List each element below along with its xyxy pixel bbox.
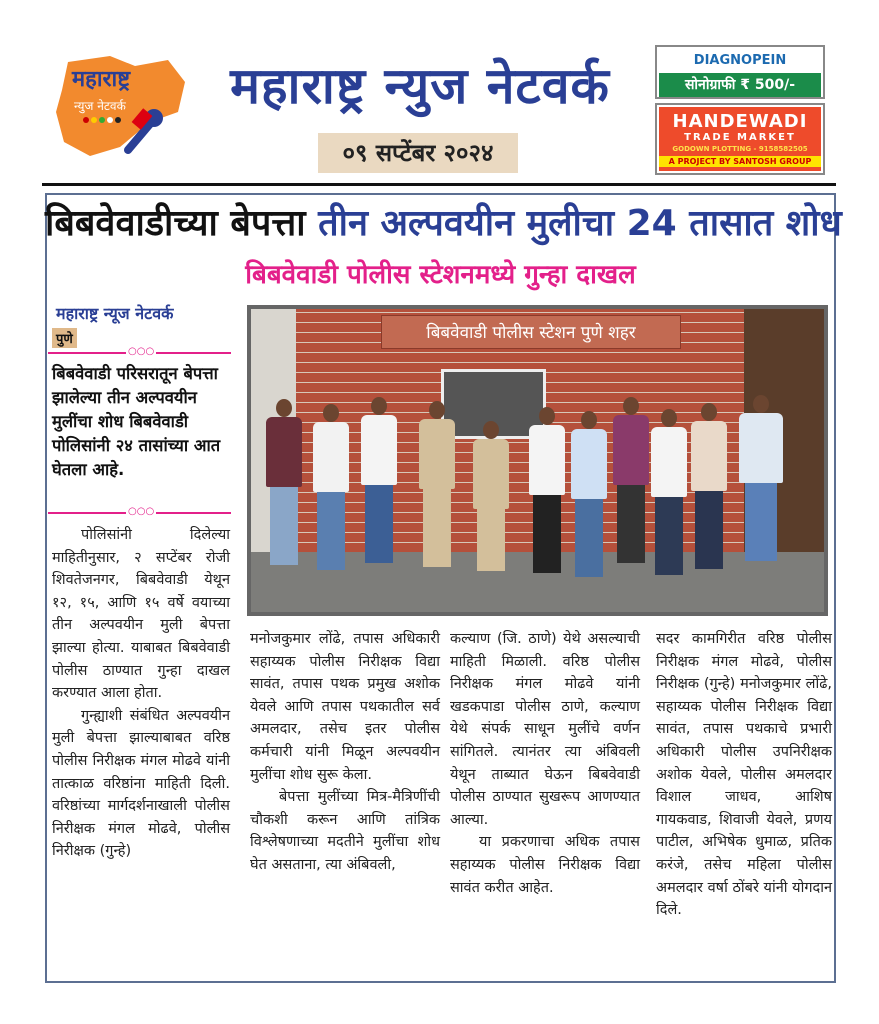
paragraph: बेपत्ता मुलींच्या मित्र-मैत्रिणींची चौकशी करून आणि तांत्रिक विश्लेषणाच्या मदतीने मुलींचा शोध घेत असताना, त्या अंबिवली, — [250, 789, 440, 873]
headline-part-blue: तीन अल्पवयीन मुलीचा 24 तासात शोध — [318, 203, 842, 244]
paragraph: मनोजकुमार लोंढे, तपास अधिकारी सहाय्यक पोलीस निरीक्षक विद्या सावंत, तपास पथक प्रमुख अशोक येवले आणि तपास पथकातील सर्व अमलदार, तसेच इतर पोलीस कर्मचारी यांनी मिळून अल्पवयीन मुलींचा शोध सुरू केला. — [250, 631, 440, 783]
paragraph: सदर कामगिरीत वरिष्ठ पोलीस निरीक्षक मंगल मोढवे, पोलीस निरीक्षक (गुन्हे) मनोजकुमार लोंढे, सहाय्यक पोलीस निरीक्षक विद्या सावंत, तपास पथकाचे प्रभारी अधिकारी पोलीस उपनिरीक्षक अशोक येवले, पोलीस अमलदार विशाल जाधव, आशिष गायकवाड, शिवाजी येवले, प्रणय पाटील, अभिषेक धुमाळ, प्रतिक करंजे, तसेच महिला पोलीस अमलदार वर्षा ठोंबरे यांनी योगदान दिले. — [656, 631, 832, 919]
ornament-divider: ○○○ — [48, 512, 231, 514]
ad-detail: GODOWN PLOTTING - 9158582505 — [672, 145, 808, 153]
svg-text:न्युज नेटवर्क: न्युज नेटवर्क — [74, 99, 126, 113]
byline: महाराष्ट्र न्यूज नेटवर्क — [56, 304, 174, 323]
ad-offer: सोनोग्राफी ₹ 500/- — [659, 73, 821, 97]
ad-handewadi[interactable] — [655, 103, 825, 175]
article-column-2 — [250, 628, 440, 877]
article-column-4 — [656, 628, 832, 922]
dateline-city: पुणे — [52, 328, 77, 348]
headline-part-black: बिबवेवाडीच्या बेपत्ता — [45, 203, 306, 244]
ad-diagnopein[interactable] — [655, 45, 825, 99]
article-intro: बिबवेवाडी परिसरातून बेपत्ता झालेल्या तीन अल्पवयीन मुलींचा शोध बिबवेवाडी पोलिसांनी २४ तासांच्या आत घेतला आहे. — [52, 364, 221, 479]
ad-footer: A PROJECT BY SANTOSH GROUP — [659, 156, 821, 167]
subheadline: बिबवेवाडी पोलीस स्टेशनमध्ये गुन्हा दाखल — [245, 260, 636, 290]
ad-title: HANDEWADI — [672, 111, 808, 132]
masthead-divider — [42, 183, 836, 186]
svg-text:महाराष्ट्र: महाराष्ट्र — [72, 67, 131, 92]
news-photo — [247, 305, 828, 616]
logo[interactable] — [50, 52, 190, 162]
ad-brand: DIAGNOPEIN — [693, 53, 787, 68]
paragraph: गुन्ह्याशी संबंधित अल्पवयीन मुली बेपत्ता झाल्याबाबत वरिष्ठ पोलीस निरीक्षक मंगल मोढवे यांनी तात्काळ वरिष्ठांना माहिती दिली. वरिष्ठांच्या मार्गदर्शनाखाली पोलीस निरीक्षक मंगल मोढवे, पोलीस निरीक्षक (गुन्हे) — [52, 707, 230, 860]
paragraph: या प्रकरणाचा अधिक तपास सहाय्यक पोलीस निरीक्षक विद्या सावंत करीत आहेत. — [450, 834, 640, 896]
article-column-3 — [450, 628, 640, 899]
ornament-divider: ○○○ — [48, 352, 231, 354]
paragraph: कल्याण (जि. ठाणे) येथे असल्याची माहिती मिळाली. वरिष्ठ पोलीस निरीक्षक मंगल मोढवे यांनी खडकपाडा पोलीस ठाणे, कल्याण येथे संपर्क साधून मुलींचे वर्णन सांगितले. त्यानंतर त्या अंबिवली येथून ताब्यात घेऊन बिबवेवाडी पोलीस ठाण्यात सुखरूप आणण्यात आल्या. — [450, 631, 640, 828]
ad-subtitle: TRADE MARKET — [684, 132, 796, 143]
police-station-sign: बिबवेवाडी पोलीस स्टेशन पुणे शहर — [381, 315, 681, 349]
maharashtra-map-logo — [50, 52, 190, 162]
masthead-title: महाराष्ट्र न्युज नेटवर्क — [230, 57, 610, 115]
issue-date: ०९ सप्टेंबर २०२४ — [318, 133, 518, 173]
paragraph: पोलिसांनी दिलेल्या माहितीनुसार, २ सप्टेंबर रोजी शिवतेजनगर, बिबवेवाडी येथून १२, १५, आणि १५ वर्षे वयाच्या तीन अल्पवयीन मुली बेपत्ता झाल्या होत्या. याबाबत बिबवेवाडी पोलीस ठाण्यात गुन्हा दाखल करण्यात आला होता. — [52, 527, 230, 702]
headline — [45, 197, 842, 246]
article-column-1 — [52, 524, 230, 863]
